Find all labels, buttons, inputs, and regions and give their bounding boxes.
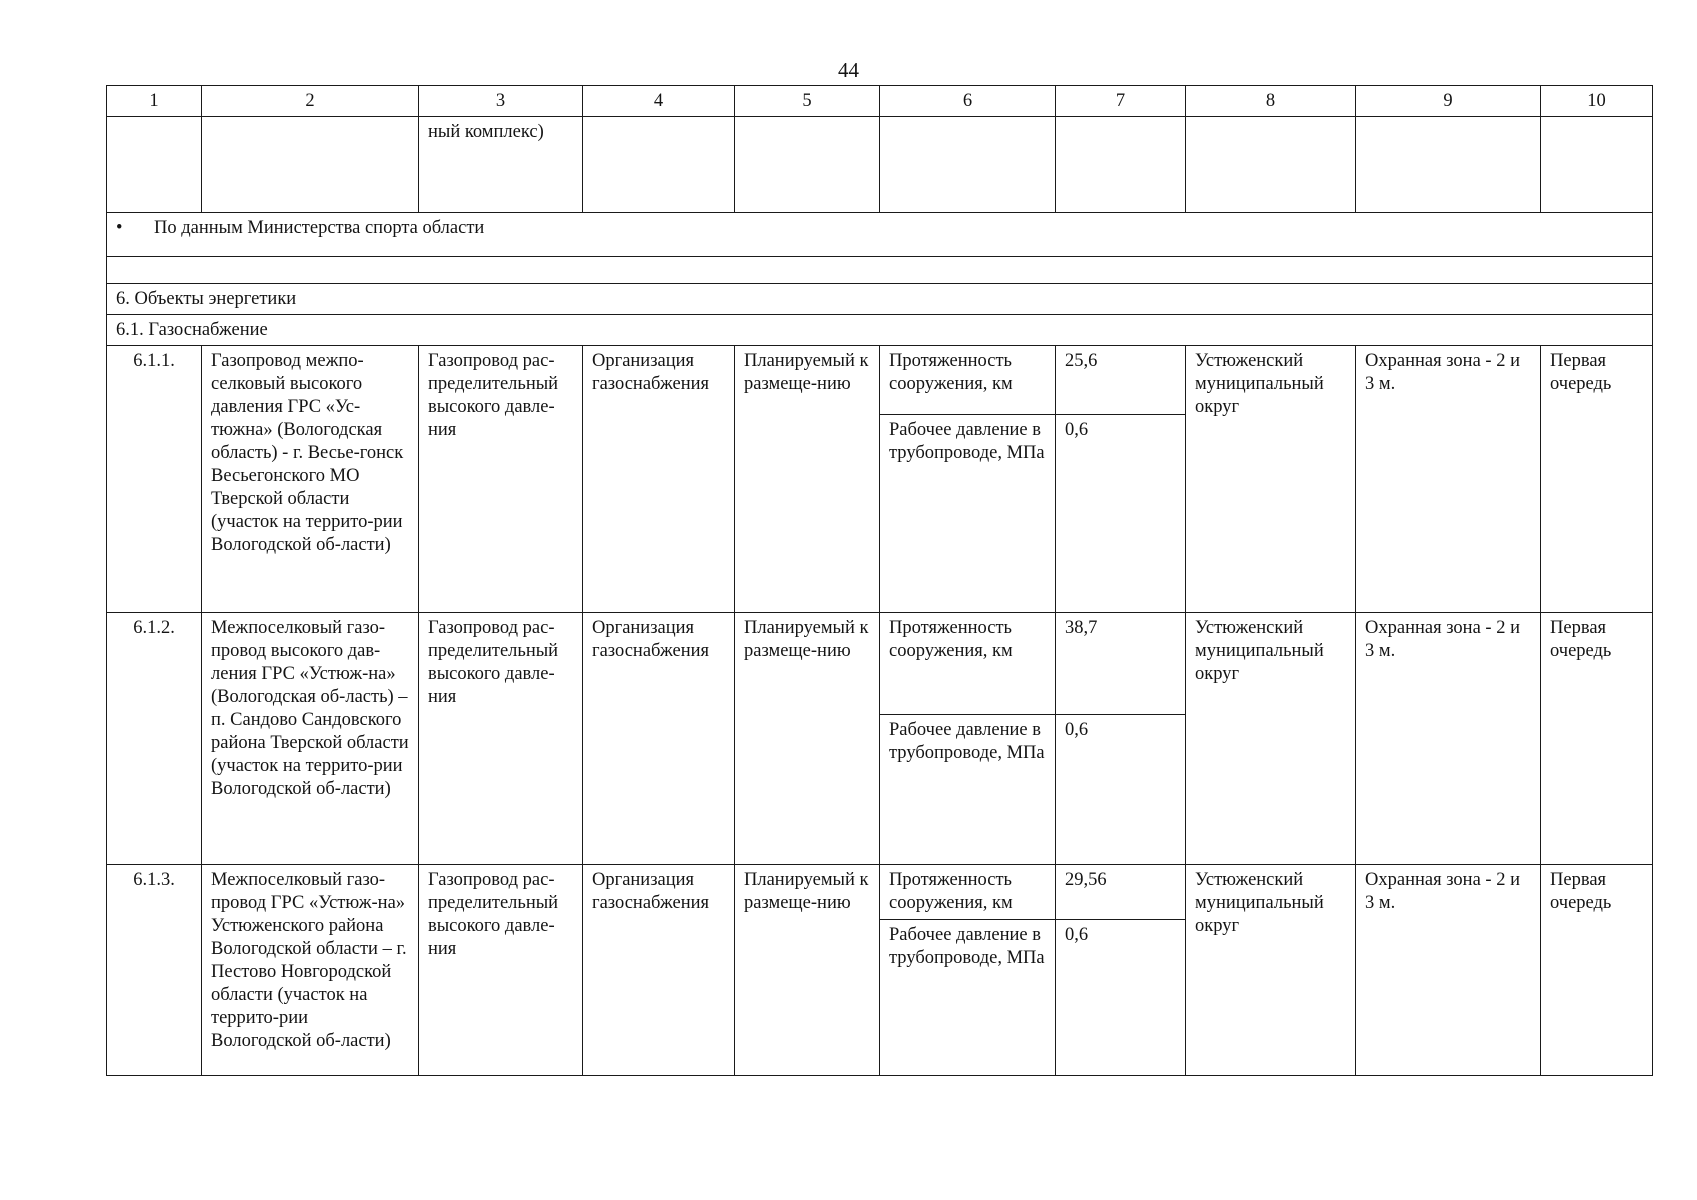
table-cell: [1541, 117, 1653, 213]
header-cell: 9: [1356, 86, 1541, 117]
subsection-title: 6.1. Газоснабжение: [107, 315, 1653, 346]
header-cell: 4: [583, 86, 735, 117]
source-note: [107, 213, 1653, 257]
source-note-text: По данным Министерства спорта области: [154, 218, 485, 238]
object-type: Газопровод рас-пределительный высокого давле-ния: [419, 865, 583, 1076]
table-row: [107, 865, 1653, 920]
object-status: Планируемый к размеще-нию: [735, 865, 880, 1076]
header-cell: 2: [202, 86, 419, 117]
queue-stage: Первая очередь: [1541, 346, 1653, 613]
protection-zone: Охранная зона - 2 и 3 м.: [1356, 613, 1541, 865]
spacer-row: [107, 257, 1653, 284]
energy-objects-table: [106, 85, 1653, 1076]
bullet-icon: •: [116, 218, 123, 238]
object-name: Межпоселковый газо-провод ГРС «Устюж-на» Устюженского района Вологодской области – г. Пестово Новгородской области (участок на террито-рии Вологодской об-ласти): [202, 865, 419, 1076]
object-type: Газопровод рас-пределительный высокого давле-ния: [419, 346, 583, 613]
continuation-text: ный комплекс): [419, 117, 583, 213]
section-row: [107, 284, 1653, 315]
param-value: 0,6: [1056, 415, 1186, 613]
header-row: [107, 86, 1653, 117]
header-cell: 5: [735, 86, 880, 117]
header-cell: 3: [419, 86, 583, 117]
param-name: Рабочее давление в трубопроводе, МПа: [880, 920, 1056, 1076]
queue-stage: Первая очередь: [1541, 613, 1653, 865]
table-cell: [583, 117, 735, 213]
table-cell: [880, 117, 1056, 213]
protection-zone: Охранная зона - 2 и 3 м.: [1356, 865, 1541, 1076]
row-number: 6.1.1.: [107, 346, 202, 613]
subsection-row: [107, 315, 1653, 346]
table-cell: [1186, 117, 1356, 213]
param-name: Рабочее давление в трубопроводе, МПа: [880, 415, 1056, 613]
note-row: [107, 213, 1653, 257]
page-number: 44: [838, 58, 859, 82]
object-name: Межпоселковый газо-провод высокого дав-ления ГРС «Устюж-на» (Вологодская об-ласть) – п. Сандово Сандовского района Тверской области (участок на террито-рии Вологодской об-ласти): [202, 613, 419, 865]
table-cell: [735, 117, 880, 213]
param-value: 25,6: [1056, 346, 1186, 415]
object-location: Устюженский муниципальный округ: [1186, 346, 1356, 613]
param-name: Протяженность сооружения, км: [880, 346, 1056, 415]
object-type: Газопровод рас-пределительный высокого давле-ния: [419, 613, 583, 865]
queue-stage: Первая очередь: [1541, 865, 1653, 1076]
table-cell: [107, 117, 202, 213]
table-cell: [1056, 117, 1186, 213]
object-purpose: Организация газоснабжения: [583, 346, 735, 613]
table-cell: [107, 257, 1653, 284]
table-cell: [202, 117, 419, 213]
section-title: 6. Объекты энергетики: [107, 284, 1653, 315]
header-cell: 1: [107, 86, 202, 117]
object-name: Газопровод межпо-селковый высокого давления ГРС «Ус-тюжна» (Вологодская область) - г. Весье-гонск Весьегонского МО Тверской области (участок на террито-рии Вологодской об-ласти): [202, 346, 419, 613]
header-cell: 6: [880, 86, 1056, 117]
param-name: Протяженность сооружения, км: [880, 865, 1056, 920]
object-location: Устюженский муниципальный округ: [1186, 865, 1356, 1076]
object-status: Планируемый к размеще-нию: [735, 613, 880, 865]
object-purpose: Организация газоснабжения: [583, 865, 735, 1076]
row-number: 6.1.3.: [107, 865, 202, 1076]
param-value: 29,56: [1056, 865, 1186, 920]
table-row: [107, 613, 1653, 715]
continuation-row: [107, 117, 1653, 213]
table-cell: [1356, 117, 1541, 213]
header-cell: 7: [1056, 86, 1186, 117]
param-value: 38,7: [1056, 613, 1186, 715]
header-cell: 10: [1541, 86, 1653, 117]
param-name: Протяженность сооружения, км: [880, 613, 1056, 715]
table-row: [107, 346, 1653, 415]
row-number: 6.1.2.: [107, 613, 202, 865]
param-value: 0,6: [1056, 920, 1186, 1076]
object-purpose: Организация газоснабжения: [583, 613, 735, 865]
object-status: Планируемый к размеще-нию: [735, 346, 880, 613]
protection-zone: Охранная зона - 2 и 3 м.: [1356, 346, 1541, 613]
param-value: 0,6: [1056, 715, 1186, 865]
object-location: Устюженский муниципальный округ: [1186, 613, 1356, 865]
header-cell: 8: [1186, 86, 1356, 117]
param-name: Рабочее давление в трубопроводе, МПа: [880, 715, 1056, 865]
